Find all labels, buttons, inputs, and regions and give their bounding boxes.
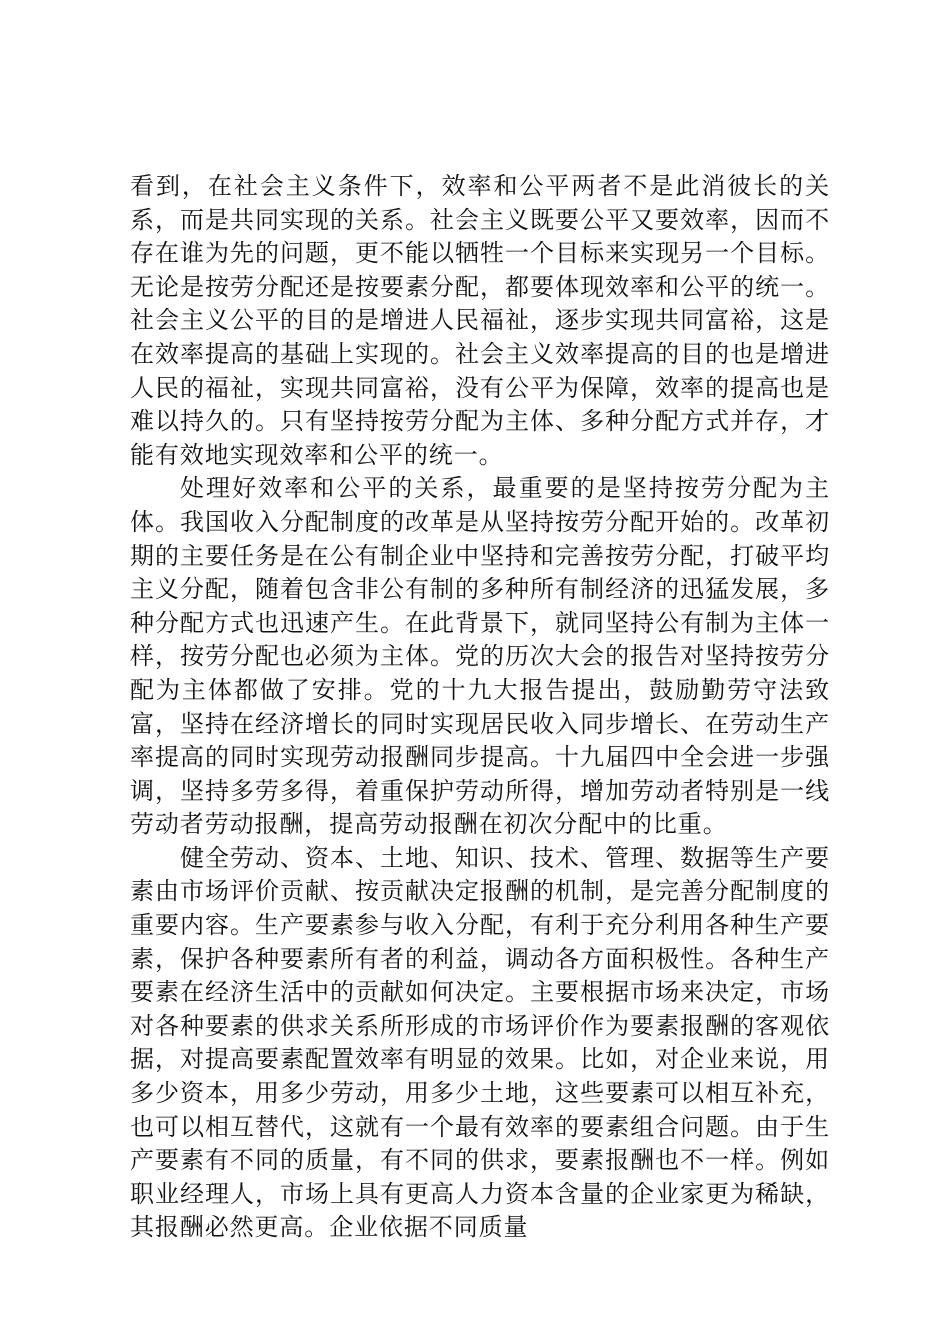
- document-page: [130, 170, 830, 1245]
- paragraph-continuation: 看到，在社会主义条件下，效率和公平两者不是此消彼长的关系，而是共同实现的关系。社会主义既要公平又要效率，因而不存在谁为先的问题，更不能以牺牲一个目标来实现另一个目标。无论是按劳分配还是按要素分配，都要体现效率和公平的统一。社会主义公平的目的是增进人民福祉，逐步实现共同富裕，这是在效率提高的基础上实现的。社会主义效率提高的目的也是增进人民的福祉，实现共同富裕，没有公平为保障，效率的提高也是难以持久的。只有坚持按劳分配为主体、多种分配方式并存，才能有效地实现效率和公平的统一。: [130, 172, 830, 469]
- paragraph-production-factors: 健全劳动、资本、土地、知识、技术、管理、数据等生产要素由市场评价贡献、按贡献决定报酬的机制，是完善分配制度的重要内容。生产要素参与收入分配，有利于充分利用各种生产要素，保护各种要素所有者的利益，调动各方面积极性。各种生产要素在经济生活中的贡献如何决定。主要根据市场来决定，市场对各种要素的供求关系所形成的市场评价作为要素报酬的客观依据，对提高要素配置效率有明显的效果。比如，对企业来说，用多少资本，用多少劳动，用多少土地，这些要素可以相互补充，也可以相互替代，这就有一个最有效率的要素组合问题。由于生产要素有不同的质量，有不同的供求，要素报酬也不一样。例如职业经理人，市场上具有更高人力资本含量的企业家更为稀缺，其报酬必然更高。企业依据不同质量: [130, 843, 830, 1242]
- paragraph-efficiency-fairness: 处理好效率和公平的关系，最重要的是坚持按劳分配为主体。我国收入分配制度的改革是从坚持按劳分配开始的。改革初期的主要任务是在公有制企业中坚持和完善按劳分配，打破平均主义分配，随着包含非公有制的多种所有制经济的迅猛发展，多种分配方式也迅速产生。在此背景下，就同坚持公有制为主体一样，按劳分配也必须为主体。党的历次大会的报告对坚持按劳分配为主体都做了安排。党的十九大报告提出，鼓励勤劳守法致富，坚持在经济增长的同时实现居民收入同步增长、在劳动生产率提高的同时实现劳动报酬同步提高。十九届四中全会进一步强调，坚持多劳多得，着重保护劳动所得，增加劳动者特别是一线劳动者劳动报酬，提高劳动报酬在初次分配中的比重。: [130, 474, 830, 839]
